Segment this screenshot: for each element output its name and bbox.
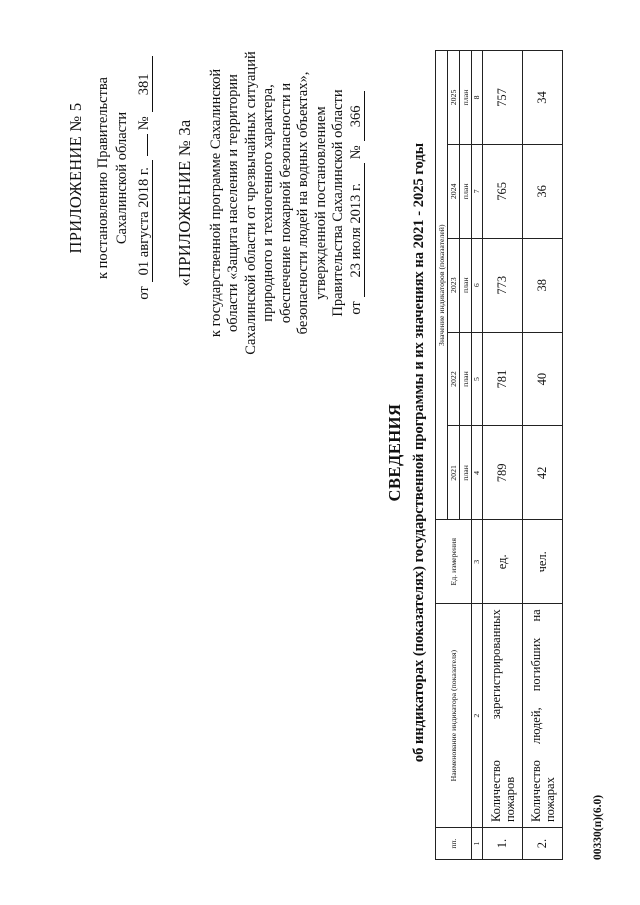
column-number: 1 <box>472 828 483 860</box>
row-value: 42 <box>523 426 563 520</box>
row-unit: чел. <box>523 520 563 604</box>
number-sign: № <box>136 116 152 131</box>
row-value: 757 <box>483 51 523 145</box>
program-line: природного и техногенного характера, <box>260 84 276 322</box>
column-number: 8 <box>472 51 483 145</box>
row-unit: ед. <box>483 520 523 604</box>
appendix-line: Сахалинской области <box>114 111 130 245</box>
program-line: безопасности людей на водных объектах», <box>295 71 311 335</box>
program-line: утвержденной постановлением <box>312 106 329 300</box>
header-unit: Ед. измерения <box>436 520 472 604</box>
column-number: 7 <box>472 144 483 238</box>
program-line: Сахалинской области от чрезвычайных ситуаций <box>242 51 259 355</box>
number-sign: № <box>347 145 364 160</box>
row-value: 773 <box>483 238 523 332</box>
program-date: 23 июля 2013 г. <box>349 163 365 297</box>
date-prefix: от <box>347 301 364 315</box>
document-title: СВЕДЕНИЯ <box>385 403 404 502</box>
column-number: 4 <box>472 426 483 520</box>
column-number-row <box>472 51 483 860</box>
table-row <box>523 51 563 860</box>
column-number: 2 <box>472 604 483 828</box>
column-number: 5 <box>472 332 483 426</box>
date-prefix: от <box>136 286 152 300</box>
table-header-row <box>436 51 448 860</box>
header-plan: план <box>460 332 472 426</box>
column-number: 3 <box>472 520 483 604</box>
row-value: 765 <box>483 144 523 238</box>
program-line: к государственной программе Сахалинской <box>207 68 224 338</box>
row-indicator-name: Количество зарегистрированных пожаров <box>483 604 523 828</box>
row-num: 1. <box>483 828 523 860</box>
program-date-row <box>348 23 366 383</box>
table-row <box>483 51 523 860</box>
header-year: 2021 <box>448 426 460 520</box>
header-plan: план <box>460 51 472 145</box>
row-value: 34 <box>523 51 563 145</box>
document-subtitle: об индикаторах (показателях) государственной программы и их значениях на 2021 - 2025 годы <box>411 142 427 763</box>
appendix-header-main <box>66 23 154 333</box>
program-line: области «Защита населения и территории <box>225 74 241 332</box>
indicators-table <box>435 50 563 860</box>
underline-blank <box>132 134 148 156</box>
form-code: 00330(п)(6.0) <box>592 794 604 860</box>
header-year: 2023 <box>448 238 460 332</box>
header-plan: план <box>460 238 472 332</box>
appendix-line: к постановлению Правительства <box>95 77 111 279</box>
header-values: Значение индикаторов (показателей) <box>436 51 448 520</box>
appendix-title: ПРИЛОЖЕНИЕ № 5 <box>66 102 85 254</box>
row-value: 36 <box>523 144 563 238</box>
header-plan: план <box>460 426 472 520</box>
row-num: 2. <box>523 828 563 860</box>
program-line: Правительства Сахалинской области <box>330 89 346 317</box>
appendix-date-row <box>132 23 154 333</box>
header-num: пп. <box>436 828 472 860</box>
row-value: 38 <box>523 238 563 332</box>
program-number: 366 <box>349 91 365 141</box>
appendix-header-program <box>176 23 365 383</box>
appendix-date: 01 августа 2018 г. <box>137 160 153 282</box>
header-plan: план <box>460 144 472 238</box>
program-line: обеспечение пожарной безопасности и <box>277 82 294 324</box>
program-appendix-title: «ПРИЛОЖЕНИЕ № 3а <box>175 119 194 287</box>
header-year: 2025 <box>448 51 460 145</box>
row-value: 781 <box>483 332 523 426</box>
header-indicator-name: Наименование индикатора (показателя) <box>436 604 472 828</box>
row-value: 40 <box>523 332 563 426</box>
row-indicator-name: Количество людей, погибших на пожарах <box>523 604 563 828</box>
document-heading <box>385 0 428 905</box>
column-number: 6 <box>472 238 483 332</box>
appendix-number: 381 <box>137 56 153 112</box>
row-value: 789 <box>483 426 523 520</box>
header-year: 2024 <box>448 144 460 238</box>
header-year: 2022 <box>448 332 460 426</box>
